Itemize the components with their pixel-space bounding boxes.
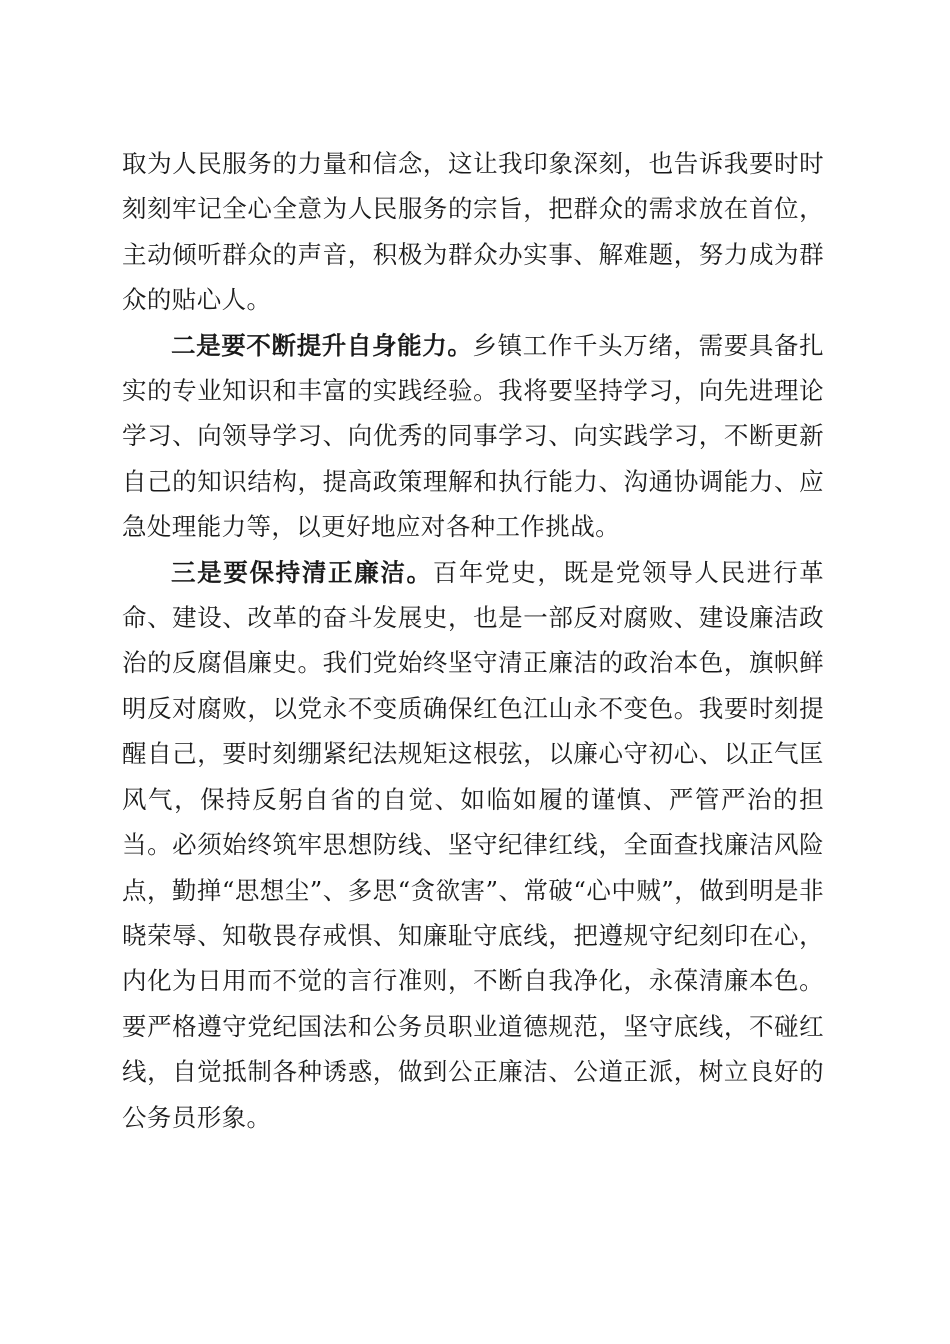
- paragraph-integrity: [122, 550, 824, 1140]
- paragraph-heading: 三是要保持清正廉洁。: [171, 557, 433, 587]
- paragraph-text: 乡镇工作千头万绪，需要具备扎实的专业知识和丰富的实践经验。我将要坚持学习，向先进理论学习、向领导学习、向优秀的同事学习、向实践学习，不断更新自己的知识结构，提高政策理解和执行能力、沟通协调能力、应急处理能力等，以更好地应对各种工作挑战。: [122, 330, 824, 542]
- paragraph-continuation: [122, 141, 824, 323]
- paragraph-text: 百年党史，既是党领导人民进行革命、建设、改革的奋斗发展史，也是一部反对腐败、建设廉洁政治的反腐倡廉史。我们党始终坚守清正廉洁的政治本色，旗帜鲜明反对腐败，以党永不变质确保红色江山永不变色。我要时刻提醒自己，要时刻绷紧纪法规矩这根弦，以廉心守初心、以正气匡风气，保持反躬自省的自觉、如临如履的谨慎、严管严治的担当。必须始终筑牢思想防线、坚守纪律红线，全面查找廉洁风险点，勤掸“思想尘”、多思“贪欲害”、常破“心中贼”，做到明是非晓荣辱、知敬畏存戒惧、知廉耻守底线，把遵规守纪刻印在心，内化为日用而不觉的言行准则，不断自我净化，永葆清廉本色。要严格遵守党纪国法和公务员职业道德规范，坚守底线，不碰红线，自觉抵制各种诱惑，做到公正廉洁、公道正派，树立良好的公务员形象。: [122, 557, 825, 1132]
- paragraph-ability: [122, 323, 824, 550]
- paragraph-heading: 二是要不断提升自身能力。: [171, 330, 473, 360]
- paragraph-text: 取为人民服务的力量和信念，这让我印象深刻，也告诉我要时时刻刻牢记全心全意为人民服务的宗旨，把群众的需求放在首位，主动倾听群众的声音，积极为群众办实事、解难题，努力成为群众的贴心人。: [122, 149, 824, 315]
- document-body: [122, 141, 824, 1140]
